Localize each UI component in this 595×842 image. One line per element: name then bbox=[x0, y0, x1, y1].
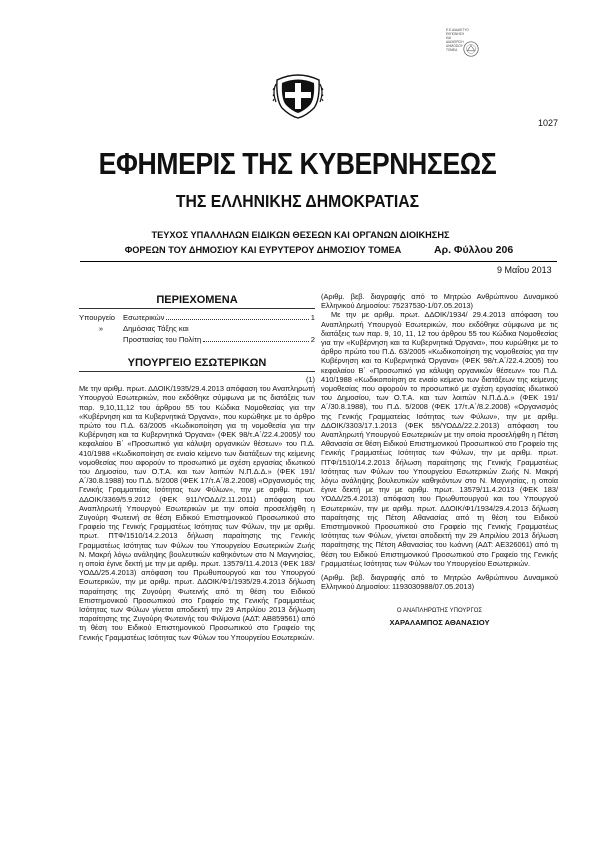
issue-date: 9 Μαΐου 2013 bbox=[497, 265, 552, 275]
gazette-title: ΕΦΗΜΕΡΙΣ ΤΗΣ ΚΥΒΕΡΝΗΣΕΩΣ bbox=[98, 146, 497, 181]
toc-divider bbox=[79, 308, 315, 309]
greek-coat-of-arms-icon bbox=[272, 66, 324, 120]
series-line-2: ΦΟΡΕΩΝ ΤΟΥ ΔΗΜΟΣΙΟΥ ΚΑΙ ΕΥΡΥΤΕΡΟΥ ΔΗΜΟΣΙΟΥ ΤΟΜΕΑ bbox=[124, 245, 402, 255]
registry-note-1: (Αριθμ. βεβ. διαγραφής από το Μητρώο Ανθρώπινου Δυναμικού Ελληνικού Δημοσίου: 75237530-1/07.05.2013) bbox=[321, 292, 558, 311]
signer-title: Ο ΑΝΑΠΛΗΡΩΤΗΣ ΥΠΟΥΡΓΟΣ bbox=[396, 607, 483, 614]
toc-leader-dots bbox=[203, 341, 309, 342]
header-rule bbox=[80, 261, 557, 262]
toc-row-text: Προστασίας του Πολίτη bbox=[123, 335, 202, 344]
signer-name: ΧΑΡΑΛΑΜΠΟΣ ΑΘΑΝΑΣΙΟΥ bbox=[389, 617, 490, 627]
toc-row-text: Δημόσιας Τάξης και bbox=[123, 324, 189, 333]
toc-row-page: 1 bbox=[310, 313, 315, 322]
stamp-text: Ε.Ε.ΔΙΑΔΙΚΤΥΟ ΕΚΠΟΝΗΣΗ ΚΑΙ ΔΙΑΧΕΙΡΙΣΗ ΔΗΜΟΣΙΟΥ ΤΟΜΕΑ bbox=[446, 28, 469, 52]
toc-leader-dots bbox=[166, 319, 308, 320]
page-number: 1027 bbox=[538, 118, 559, 128]
toc-row-label: » bbox=[98, 324, 104, 333]
sheet-number: Αρ. Φύλλου 206 bbox=[434, 244, 514, 256]
decision-number: (1) bbox=[305, 375, 315, 384]
decision-paragraph: Με την αριθμ. πρωτ. ΔΔΟΙΚ/1935/29.4.2013 απόφαση του Αναπληρωτή Υπουργού Εσωτερικών, που εκδόθηκε σύμφωνα με τις διατάξεις των παρ. 9,10,11,12 του άρθρου 55 του Κώδικα Νομοθεσίας για την «Κυβέρνηση και τα Κυβερνητικά Όργανα», που κυρώθηκε με το άρθρο πρώτο του Π.Δ. 63/2005 «Κωδικοποίηση για τη νομοθεσία για την Κυβέρνηση και τα Κυβερνητικά Όργανα» (ΦΕΚ 98/τ.Α΄/22.4.2005)/ του κεφαλαίου Β΄ «Προσωπικό για κάλυψη οργανικών θέσεων» του Π.Δ. 410/1988 «Κωδικοποίηση σε ενιαίο κείμενο των διατάξεων της κείμενης νομοθεσίας που αφορούν το προσωπικό με σχέση εργασίας ιδιωτικού του Δημοσίου, των Ο.Τ.Α. και των λοιπών Ν.Π.Δ.Δ.» (ΦΕΚ 191/Α΄/30.8.1988) του Π.Δ. 5/2008 (ΦΕΚ 17/τ.Α΄/8.2.2008) «Οργανισμός της Γενικής Γραμματείας Ισότητας των Φύλων», την με αριθμ. πρωτ. ΔΔΟΙΚ/3369/5.9.2012 (ΦΕΚ 911/ΥΟΔΔ/2.11.2011) απόφαση του Αναπληρωτή Υπουργού Εσωτερικών με την οποία προσελήφθη η Ζυγούρη Φωτεινή σε θέση Ειδικού Επιστημονικού Προσωπικού στο Γραφείο της Γενικής Γραμματέως Ισότητας των Φύλων, την με αριθμ. πρωτ. ΠΤΦ/1510/14.2.2013 δήλωση παραίτησης της Γενικής Γραμματέως Ισότητας των Φύλων του Υπουργείου Εσωτερικών Ζωής Ν. Μακρή λόγω ανάληψης βουλευτικών καθηκόντων στο Ν Μαγνησίας, η οποία έγινε δεκτή με την με αριθμ. πρωτ. 13579/11.4.2013 (ΦΕΚ 183/ΥΟΔΔ/25.4.2013) απόφαση του Πρωθυπουργού και του Υπουργού Εσωτερικών, την με αριθμ. πρωτ. ΔΔΟΙΚ/Φ1/1935/29.4.2013 δήλωση παραίτησης της Ζυγούρη Φωτεινής από τη θέση του Ειδικού Επιστημονικού Προσωπικού στο Γραφείο της Γενικής Γραμματέως Ισότητας των Φύλων γίνεται αποδεκτή την 29 Απριλίου 2013 δήλωση παραίτησης της Ζυγούρη Φωτεινής του Φιλίμονα (ΑΔΤ: ΑΒ859561) από τη θέση του Ειδικού Επιστημονικού Προσωπικού στο Γραφείο της Γενικής Γραμματέως Ισότητας των Φύλων του Υπουργείου Εσωτερικών. bbox=[79, 384, 315, 642]
toc-title: ΠΕΡΙΕΧΟΜΕΝΑ bbox=[156, 294, 238, 306]
toc-row-label: Υπουργείο bbox=[79, 313, 115, 322]
toc-row-text: Εσωτερικών bbox=[123, 313, 165, 322]
right-column bbox=[321, 292, 558, 627]
gazette-subtitle: ΤΗΣ ΕΛΛΗΝΙΚΗΣ ΔΗΜΟΚΡΑΤΙΑΣ bbox=[175, 191, 420, 211]
seal-icon bbox=[462, 40, 480, 58]
registry-note-2: (Αριθμ. βεβ. διαγραφής από το Μητρώο Ανθρώπινου Δυναμικού Ελληνικού Δημοσίου: 1193030988/07.05.2013) bbox=[321, 573, 558, 592]
toc-row-page: 2 bbox=[310, 335, 315, 344]
table-of-contents bbox=[79, 312, 315, 345]
series-line-1: ΤΕΥΧΟΣ ΥΠΑΛΛΗΛΩΝ ΕΙΔΙΚΩΝ ΘΕΣΕΩΝ ΚΑΙ ΟΡΓΑΝΩΝ ΔΙΟΙΚΗΣΗΣ bbox=[151, 230, 450, 240]
toc-row[interactable] bbox=[79, 334, 315, 345]
toc-row[interactable] bbox=[79, 312, 315, 323]
section-heading-ministry: ΥΠΟΥΡΓΕΙΟ ΕΣΩΤΕΡΙΚΩΝ bbox=[127, 357, 267, 369]
toc-row[interactable] bbox=[79, 323, 315, 334]
left-column bbox=[79, 292, 315, 642]
decision-paragraph-2: Με την με αριθμ. πρωτ. ΔΔΟΙΚ/1934/ 29.4.2013 απόφαση του Αναπληρωτή Υπουργού Εσωτερικών, που εκδόθηκε σύμφωνα με τις διατάξεις των παρ. 9, 10, 11, 12 του άρθρου 55 του Κώδικα Νομοθεσίας για την «Κυβέρνηση και τα Κυβερνητικά Όργανα», που κυρώθηκε με το άρθρο πρώτο του Π.Δ. 63/2005 «Κωδικοποίηση της νομοθεσίας για την Κυβέρνηση και τα Κυβερνητικά Όργανα» (ΦΕΚ 98/τ.Α΄/22.4.2005) του κεφαλαίου Β΄ «Προσωπικό για κάλυψη οργανικών θέσεων» του Π.Δ. 410/1988 «Κωδικοποίηση σε ενιαίο κείμενο των διατάξεων της κείμενης νομοθεσίας που αφορούν το προσωπικό με σχέση εργασίας ιδιωτικού του Δημοσίου, των Ο.Τ.Α. και των λοιπών Ν.Π.Δ.Δ.» (ΦΕΚ 191/Α΄/30.8.1988), του Π.Δ. 5/2008 (ΦΕΚ 17/τ.Α΄/8.2.2008) «Οργανισμός της Γενικής Γραμματείας Ισότητας των Φύλων», την με αριθμ. ΔΔΟΙΚ/3303/17.1.2013 (ΦΕΚ 55/ΥΟΔΔ/22.2.2013) απόφαση του Αναπληρωτή Υπουργού Εσωτερικών με την οποία προσελήφθη η Πέτση Αθανασία σε θέση Ειδικού Επιστημονικού Προσωπικού στο Γραφείο της Γενικής Γραμματέως Ισότητας των Φύλων, την με αριθμ. πρωτ. ΠΤΦ/1510/14.2.2013 δήλωση παραίτησης της Γενικής Γραμματέως Ισότητας των Φύλων του Υπουργείου Εσωτερικών Ζωής Ν. Μακρή λόγω ανάληψης βουλευτικών καθηκόντων στο Ν. Μαγνησίας, η οποία έγινε δεκτή με την με αριθμ. πρωτ. 13579/11.4.2013 (ΦΕΚ 183/ΥΟΔΔ/25.4.2013) απόφαση του Πρωθυπουργού και του Υπουργού Εσωτερικών, την με αριθμ. πρωτ. ΔΔΟΙΚ/Φ1/1934/29.4.2013 δήλωση παραίτησης της Πέτση Αθανασίας από τη θέση του Ειδικού Επιστημονικού Προσωπικού στο Γραφείο της Γενικής Γραμματέως Ισότητας των Φύλων, γίνεται αποδεκτή την 29 Απριλίου 2013 δήλωση παραίτησης της Πέτση Αθανασίας του Ιωάννη (ΑΔΤ: ΑΕ326061) από τη θέση του Ειδικού Επιστημονικού Προσωπικού στο Γραφείο της Γενικής Γραμματέως Ισότητας των Φύλων του Υπουργείου Εσωτερικών. bbox=[321, 310, 558, 568]
section-divider bbox=[79, 371, 315, 372]
